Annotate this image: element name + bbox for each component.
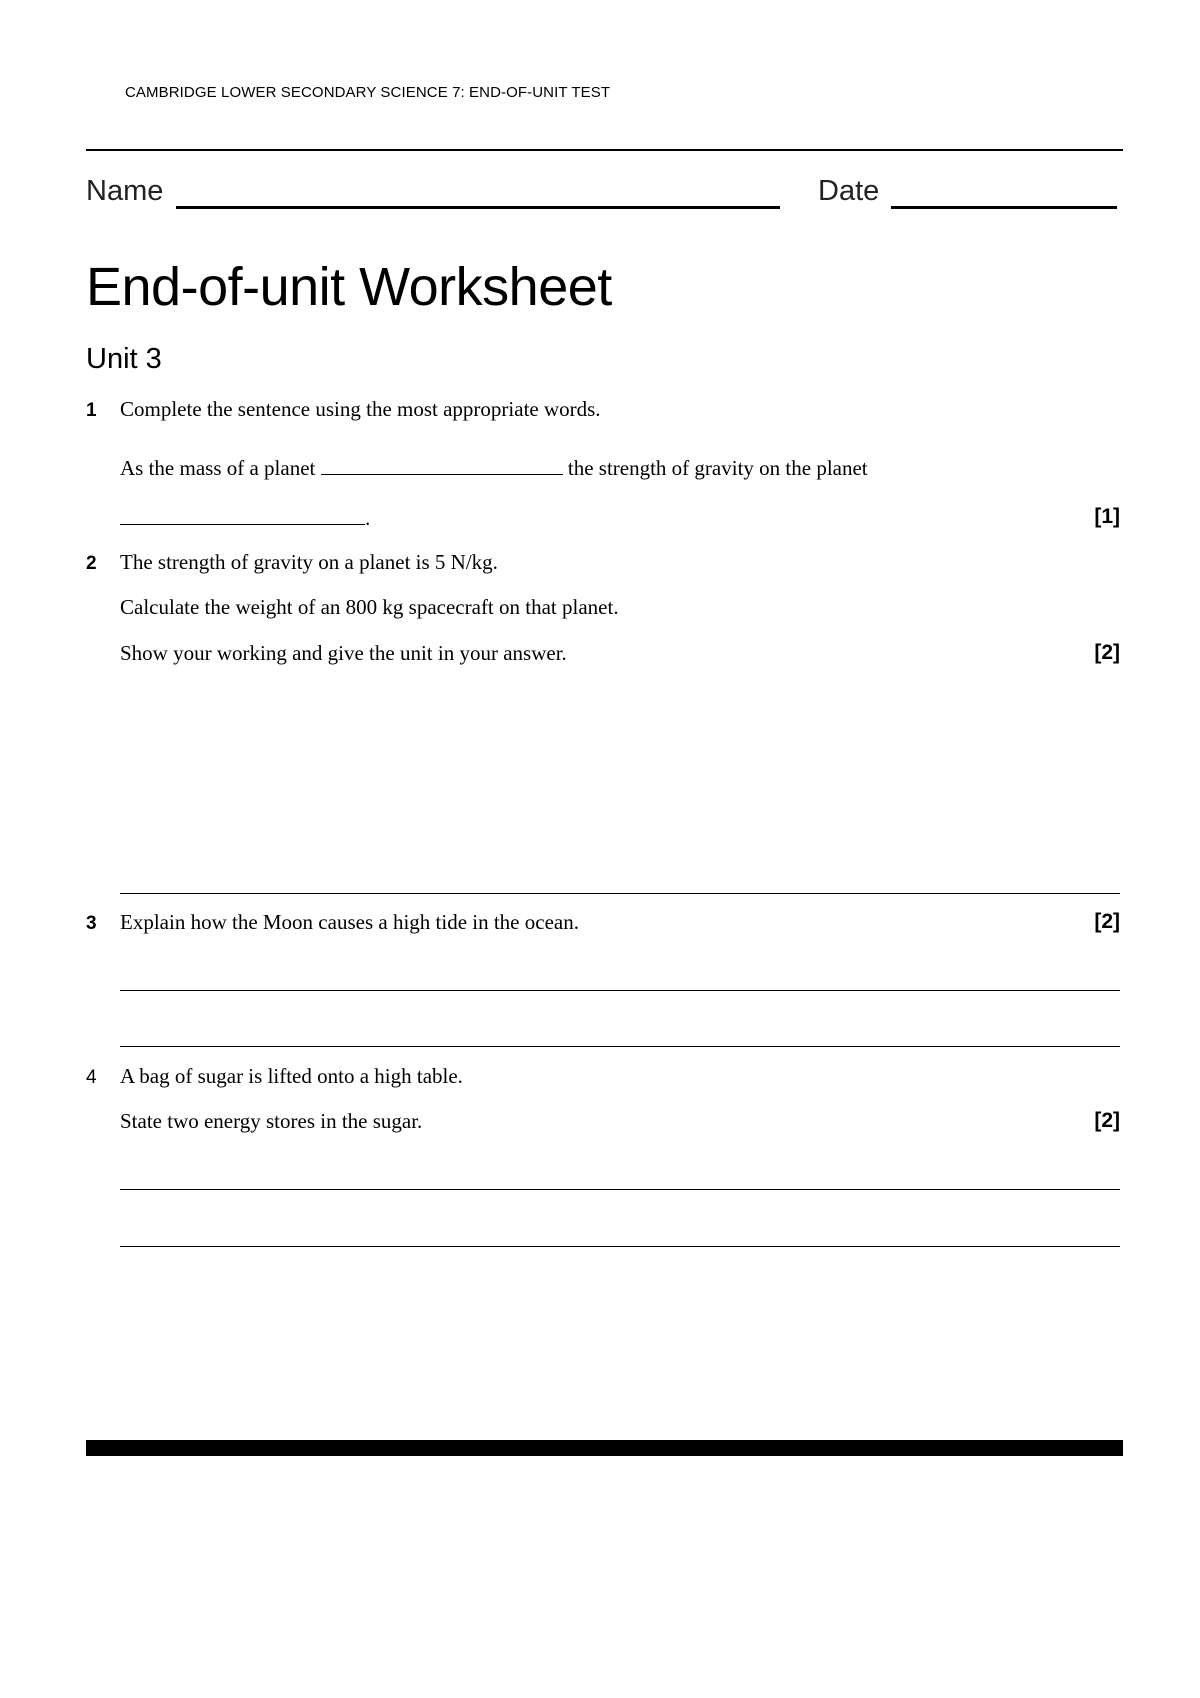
answer-blank[interactable] xyxy=(321,454,563,475)
date-field[interactable] xyxy=(891,206,1117,209)
answer-line[interactable] xyxy=(120,1246,1120,1247)
question-number: 4 xyxy=(86,1067,97,1088)
question-text: State two energy stores in the sugar. xyxy=(120,1109,423,1133)
question-text: Explain how the Moon causes a high tide in the ocean. xyxy=(120,910,579,934)
question-text: The strength of gravity on a planet is 5 N/kg. xyxy=(120,550,498,574)
question-sentence-end xyxy=(120,504,370,531)
answer-line[interactable] xyxy=(120,990,1120,991)
question-sentence xyxy=(120,454,868,481)
name-field[interactable] xyxy=(176,206,780,209)
answer-line[interactable] xyxy=(120,893,1120,894)
question-number: 3 xyxy=(86,913,97,934)
question-text: Calculate the weight of an 800 kg spacecraft on that planet. xyxy=(120,595,619,619)
running-header: CAMBRIDGE LOWER SECONDARY SCIENCE 7: END-OF-UNIT TEST xyxy=(125,84,611,101)
sentence-part: the strength of gravity on the planet xyxy=(567,456,868,480)
marks-label: [2] xyxy=(1094,641,1120,664)
answer-line[interactable] xyxy=(120,1189,1120,1190)
marks-label: [2] xyxy=(1094,910,1120,933)
question-number: 1 xyxy=(86,400,97,421)
answer-blank[interactable] xyxy=(120,504,365,525)
question-text: Show your working and give the unit in your answer. xyxy=(120,641,567,665)
name-label: Name xyxy=(86,175,164,207)
question-number: 2 xyxy=(86,553,97,574)
marks-label: [2] xyxy=(1094,1109,1120,1132)
page-title: End-of-unit Worksheet xyxy=(86,257,612,317)
answer-line[interactable] xyxy=(120,1046,1120,1047)
date-label: Date xyxy=(818,175,880,207)
footer-rule xyxy=(86,1440,1123,1456)
sentence-part: As the mass of a planet xyxy=(120,456,316,480)
unit-heading: Unit 3 xyxy=(86,343,162,375)
question-text: A bag of sugar is lifted onto a high table. xyxy=(120,1064,463,1088)
sentence-part: . xyxy=(365,506,371,530)
header-rule xyxy=(86,149,1123,151)
marks-label: [1] xyxy=(1094,505,1120,528)
question-text: Complete the sentence using the most appropriate words. xyxy=(120,397,601,421)
